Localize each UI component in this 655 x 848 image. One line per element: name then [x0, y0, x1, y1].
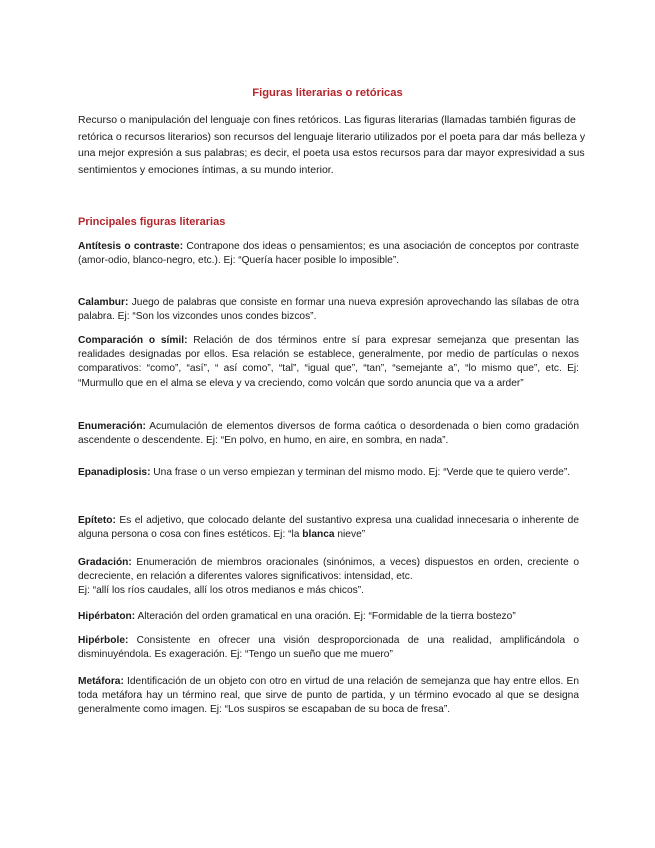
entry-gradacion	[78, 556, 579, 599]
entry-metafora	[78, 675, 579, 718]
entry-calambur	[78, 296, 579, 324]
entry-text: Es el adjetivo, que colocado delante del sustantivo expresa una cualidad innecesaria o inherente de alguna persona o cosa con fines estéticos. Ej: “la	[78, 515, 579, 541]
entry-epanadiplosis	[78, 466, 579, 480]
entry-bold-phrase: blanca	[302, 529, 335, 541]
document-title: Figuras literarias o retóricas	[252, 87, 403, 99]
entry-text: Acumulación de elementos diversos de forma caótica o desordenada o bien como gradación ascendente o descendente. Ej: “En polvo, en humo, en aire, en sombra, en nada”.	[78, 421, 579, 447]
entry-term: Enumeración:	[78, 421, 146, 432]
entry-example-line: Ej: “allí los ríos caudales, allí los otros medianos e más chicos”.	[78, 585, 364, 597]
entry-hiperbaton	[78, 610, 579, 624]
entry-term: Gradación:	[78, 557, 132, 568]
entry-term: Metáfora:	[78, 676, 124, 687]
section-heading: Principales figuras literarias	[78, 216, 226, 228]
entry-hiperbole	[78, 634, 579, 662]
entry-antitesis	[78, 240, 579, 268]
entry-term: Hipérbole:	[78, 635, 129, 646]
entry-text: Juego de palabras que consiste en formar una nueva expresión aprovechando las sílabas de otra palabra. Ej: “Son los vizcondes unos condes bizcos”.	[78, 297, 579, 323]
intro-paragraph: Recurso o manipulación del lenguaje con fines retóricos. Las figuras literarias (llamadas también figuras de retórica o recursos literarios) son recursos del lenguaje literario utilizados por el poeta para dar más belleza y una mejor expresión a sus palabras; es decir, el poeta usa estos recursos para dar mayor expresividad a sus sentimientos y emociones íntimas, a su mundo interior.	[78, 114, 586, 176]
entry-comparacion	[78, 334, 579, 391]
entry-epiteto	[78, 514, 579, 542]
entry-text: Alteración del orden gramatical en una oración. Ej: “Formidable de la tierra bostezo”	[135, 611, 516, 622]
entry-text: Identificación de un objeto con otro en virtud de una relación de semejanza que hay entre ellos. En toda metáfora hay un término real, que sirve de punto de partida, y un término evocado al que se designa generalmente como imagen. Ej: “Los suspiros se escapaban de su boca de fresa”.	[78, 676, 579, 716]
entry-term: Calambur:	[78, 297, 129, 308]
entry-term: Epanadiplosis:	[78, 467, 151, 478]
entry-enumeracion	[78, 420, 579, 448]
entry-text: Una frase o un verso empiezan y terminan del mismo modo. Ej: “Verde que te quiero verde”.	[150, 467, 571, 478]
entry-term: Antítesis o contraste:	[78, 241, 184, 252]
entry-term: Epíteto:	[78, 515, 116, 526]
entry-text: Relación de dos términos entre sí para expresar semejanza que presentan las realidades designadas por ellos. Esa relación se establece, generalmente, por medio de partículas o nexos comparativos: “como”, “así”, “ así como”, “tal”, “igual que”, “tan”, “semejante a”, “lo mismo que”, etc. Ej: “Murmullo que en el alma se eleva y va creciendo, como volcán que sordo anuncia que va a arder”	[78, 335, 579, 389]
entry-text: Consistente en ofrecer una visión desproporcionada de una realidad, amplificándola o disminuyéndola. Es exageración. Ej: “Tengo un sueño que me muero”	[78, 635, 579, 661]
entry-term: Hipérbaton:	[78, 611, 136, 622]
entry-text-after: nieve”	[334, 529, 366, 541]
entry-term: Comparación o símil:	[78, 335, 188, 346]
entry-text: Enumeración de miembros oracionales (sinónimos, a veces) dispuestos en orden, creciente o decreciente, en relación a diferentes valores significativos: intensidad, etc.	[78, 557, 579, 583]
entry-text: Contrapone dos ideas o pensamientos; es una asociación de conceptos por contraste (amor-odio, blanco-negro, etc.). Ej: “Quería hacer posible lo imposible”.	[78, 241, 579, 267]
